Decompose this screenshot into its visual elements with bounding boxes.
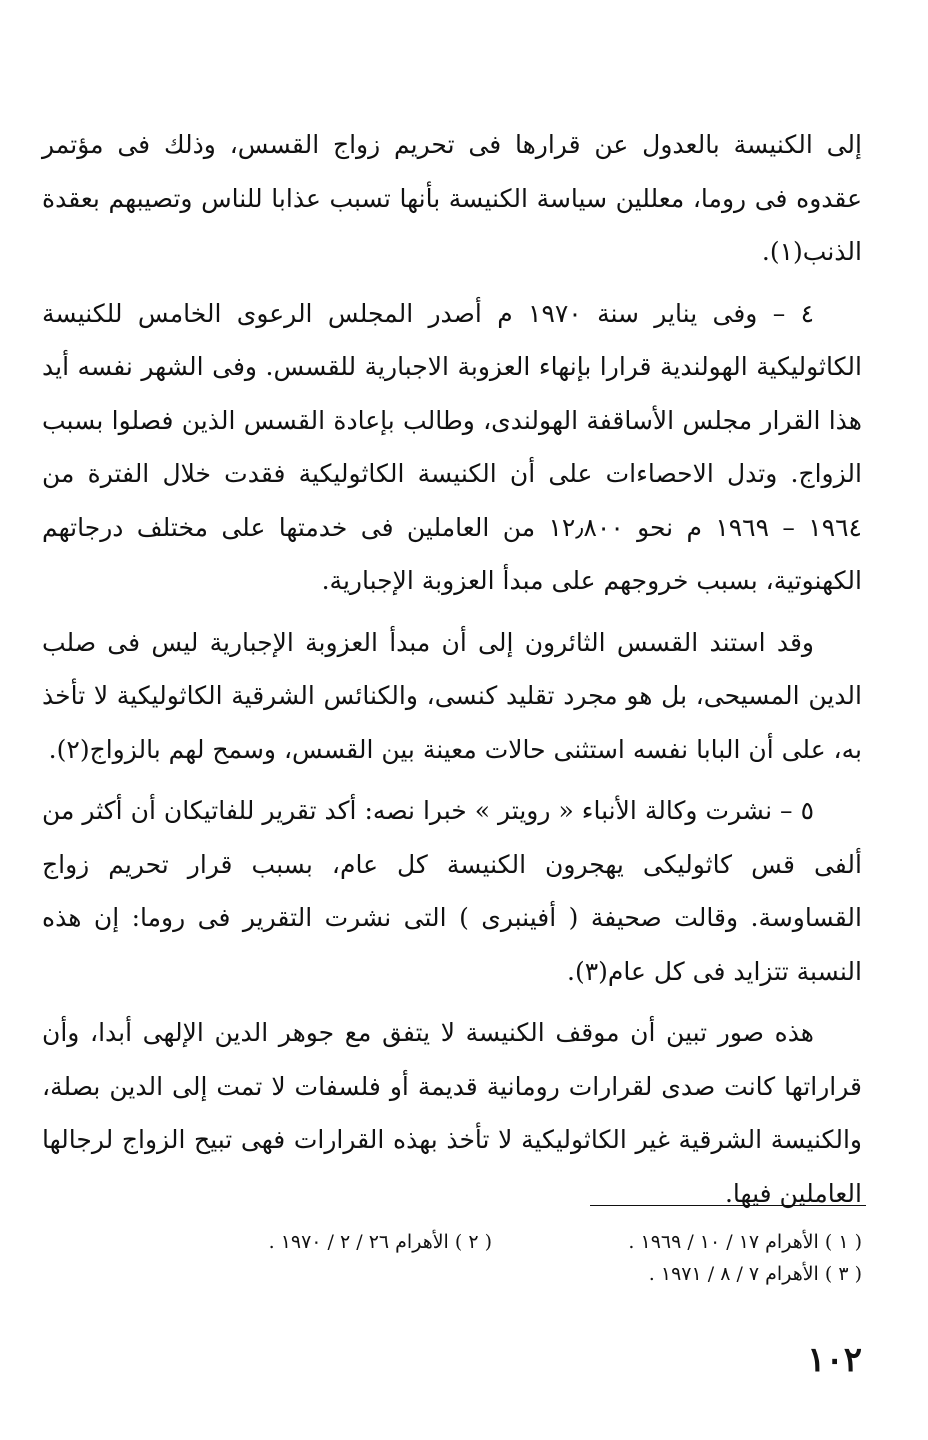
footnote-divider — [590, 1205, 866, 1206]
footnote-row — [120, 1258, 862, 1290]
footnote-2: ( ٢ ) الأهرام ٢٦ / ٢ / ١٩٧٠ . — [268, 1231, 492, 1253]
page-number: ١٠٢ — [807, 1340, 862, 1380]
paragraph-item-5: ٥ – نشرت وكالة الأنباء « رويتر » خبرا نصه: أكد تقرير للفاتيكان أن أكثر من ألفى قس كاثوليكى يهجرون الكنيسة كل عام، بسبب قرار تحريم زواج القساوسة. وقالت صحيفة ( أفينبرى ) التى نشرت التقرير فى روما: إن هذه النسبة تتزايد فى كل عام(٣). — [42, 796, 862, 986]
footnote-row — [120, 1226, 862, 1258]
footnote-1: ( ١ ) الأهرام ١٧ / ١٠ / ١٩٦٩ . — [628, 1231, 862, 1253]
paragraph-item-4: ٤ – وفى يناير سنة ١٩٧٠ م أصدر المجلس الرعوى الخامس للكنيسة الكاثوليكية الهولندية قرارا بإنهاء العزوبة الاجبارية للقسس. وفى الشهر نفسه أيد هذا القرار مجلس الأساقفة الهولندى، وطالب بإعادة القسس الذين فصلوا بسبب الزواج. وتدل الاحصاءات على أن الكنيسة الكاثوليكية فقدت خلال الفترة من ١٩٦٤ – ١٩٦٩ م نحو ١٢٫٨٠٠ من العاملين فى خدمتها على مختلف درجاتهم الكهنوتية، بسبب خروجهم على مبدأ العزوبة الإجبارية. — [42, 298, 862, 595]
body-text — [42, 118, 862, 1220]
footnotes — [120, 1226, 862, 1290]
footnote-3: ( ٣ ) الأهرام ٧ / ٨ / ١٩٧١ . — [648, 1263, 862, 1285]
paragraph-continuation: إلى الكنيسة بالعدول عن قرارها فى تحريم زواج القسس، وذلك فى مؤتمر عقدوه فى روما، معللين سياسة الكنيسة بأنها تسبب عذابا للناس وتصيبهم بعقدة الذنب(١). — [42, 130, 862, 266]
paragraph-conclusion: هذه صور تبين أن موقف الكنيسة لا يتفق مع جوهر الدين الإلهى أبدا، وأن قراراتها كانت صدى لقرارات رومانية قديمة أو فلسفات لا تمت إلى الدين بصلة، والكنيسة الشرقية غير الكاثوليكية لا تأخذ بهذه القرارات فهى تبيح الزواج لرجالها العاملين فيها. — [42, 1018, 862, 1208]
paragraph-rebel-priests: وقد استند القسس الثائرون إلى أن مبدأ العزوبة الإجبارية ليس فى صلب الدين المسيحى، بل هو مجرد تقليد كنسى، والكنائس الشرقية الكاثوليكية لا تأخذ به، على أن البابا نفسه استثنى حالات معينة بين القسس، وسمح لهم بالزواج(٢). — [42, 627, 862, 764]
